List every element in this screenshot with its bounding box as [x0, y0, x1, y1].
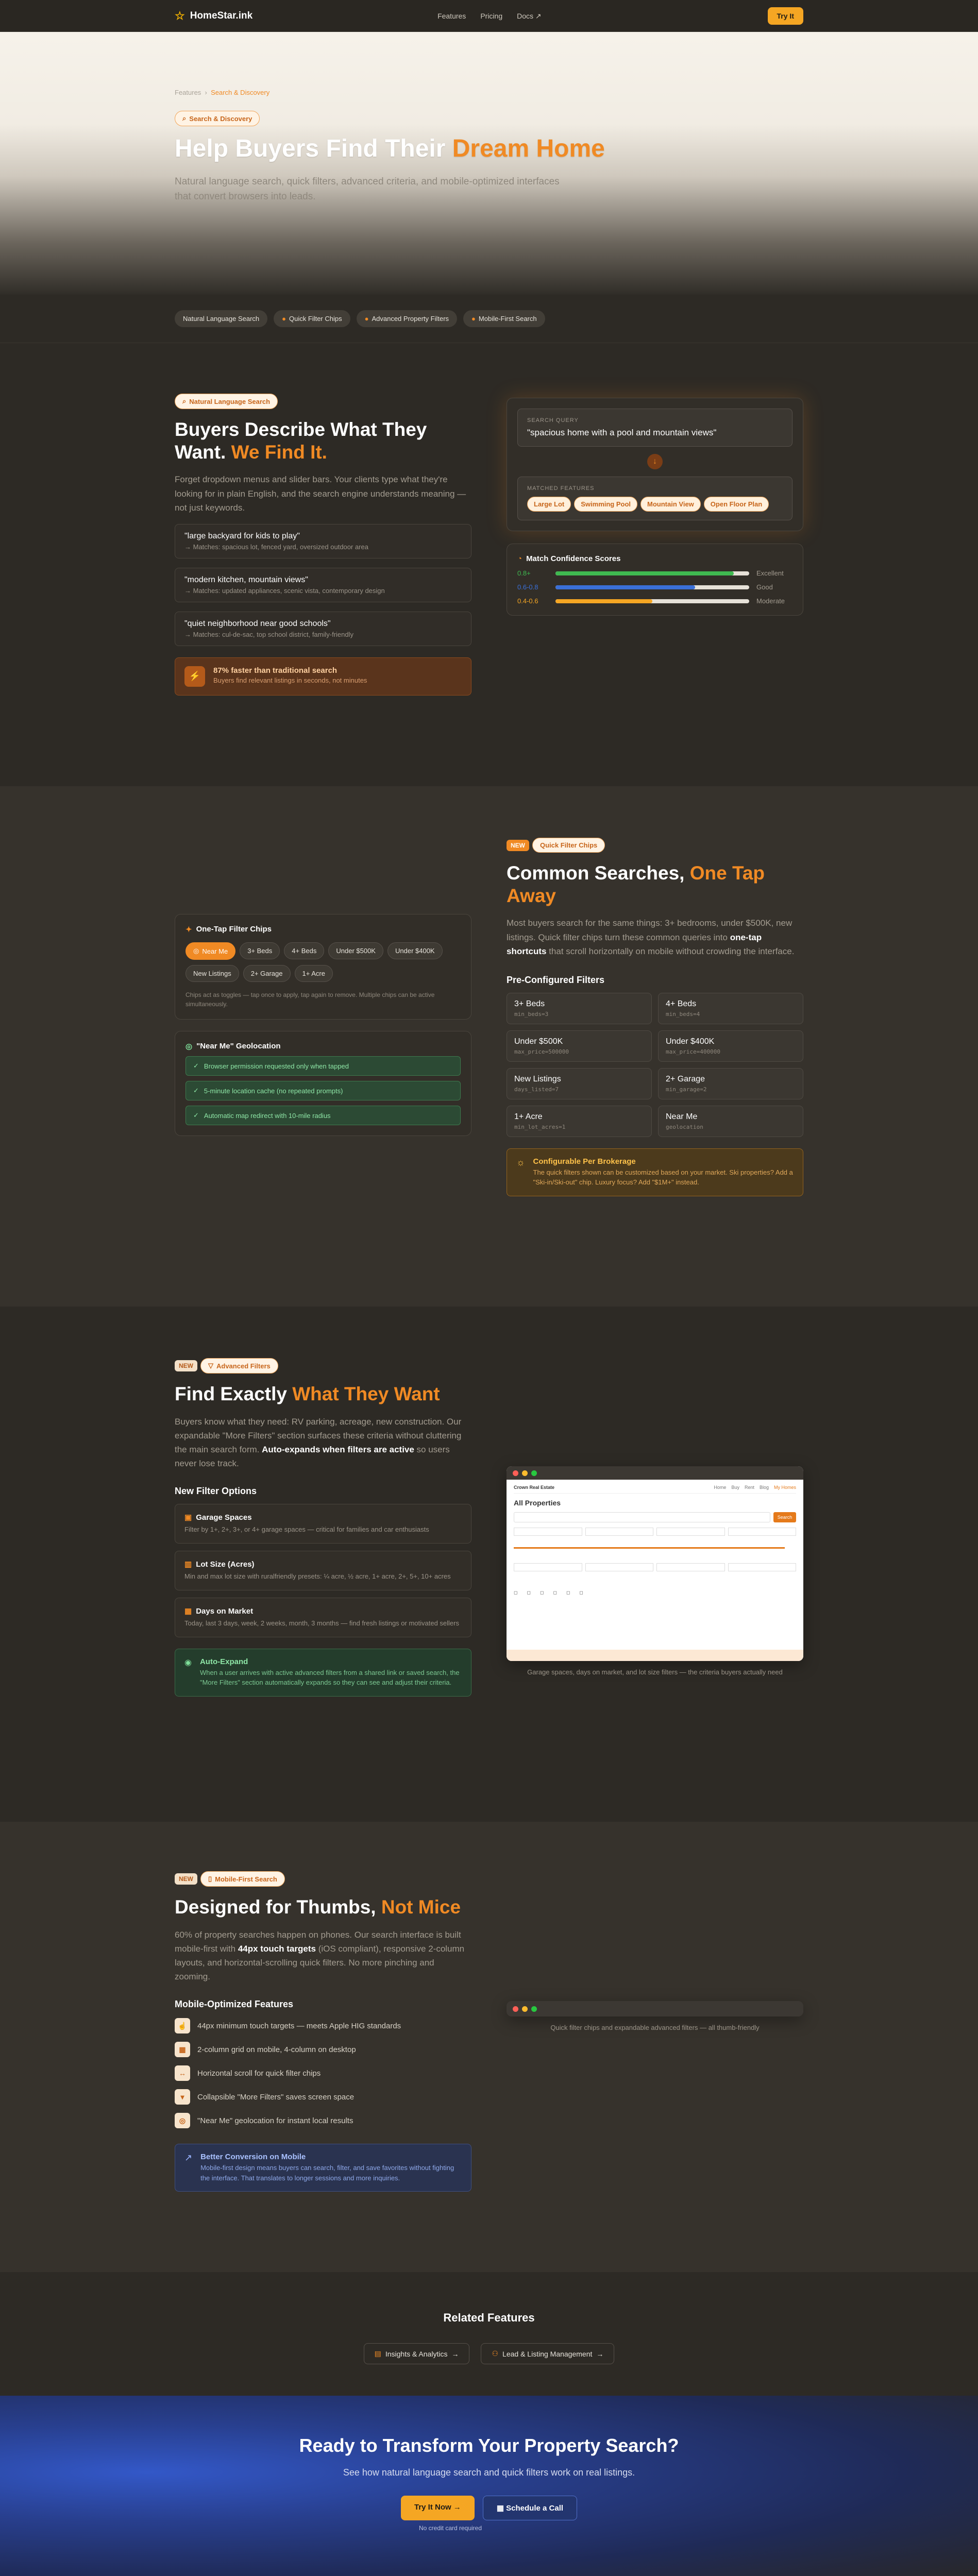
example-query: "large backyard for kids to play" → Matches: spacious lot, fenced yard, oversized outdoor area	[175, 524, 471, 558]
lightning-icon: ⚡	[184, 666, 205, 687]
mobile-screenshot	[507, 2001, 803, 2016]
mobile-lead: 60% of property searches happen on phones. Our search interface is built mobile-first with 44px touch targets (iOS compliant), responsive 2-column layouts, and horizontal-scrolling quick filters. No more pinching and zooming.	[175, 1929, 465, 1982]
ruler-icon: ▥	[184, 1560, 192, 1569]
window-zoom-dot	[531, 1470, 537, 1476]
score-bar-fill	[555, 585, 695, 589]
nls-pill: ⌕ Natural Language Search	[175, 394, 278, 409]
score-row-good: 0.6-0.8 Good	[517, 583, 773, 591]
tag-quick-filter[interactable]: ● Quick Filter Chips	[274, 310, 350, 327]
chip-under-400k[interactable]: Under $400K	[387, 942, 443, 959]
people-icon: ⚇	[492, 2349, 499, 2358]
filter-option-days-on-market: ▦ Days on Market Today, last 3 days, week, 2 weeks, month, 3 months — find fresh listings or motivated sellers	[175, 1598, 471, 1637]
window-close-dot	[513, 1470, 518, 1476]
window-zoom-dot	[531, 2006, 537, 2012]
tap-icon: ✦	[186, 925, 192, 934]
feature-chip: Open Floor Plan	[704, 497, 769, 512]
dot-icon: ●	[282, 315, 286, 323]
af-title: Find Exactly What They Want	[175, 1383, 440, 1404]
af-lead: Buyers know what they need: RV parking, acreage, new construction. Our expandable "More Filters" section surfaces these criteria without cluttering the main search form. Auto-expands when filters are active so users never lose track.	[175, 1416, 462, 1469]
auto-expand-callout: ◉ Auto-Expand When a user arrives with active advanced filters from a shared link or saved search, the "More Filters" section automatically expands so they can see and adjust their criteria.	[175, 1649, 471, 1697]
geolocation-card: ◎ "Near Me" Geolocation ✓ Browser permission requested only when tapped ✓ 5-minute location cache (no repeated prompts) ✓ Automatic map redirect with 10-mile radius	[175, 1031, 471, 1136]
chip-near-me[interactable]: ◎ Near Me	[186, 942, 235, 960]
feature-chip: Mountain View	[640, 497, 701, 512]
chip-2-garage[interactable]: 2+ Garage	[243, 965, 291, 982]
mobile-list-title: Mobile-Optimized Features	[175, 1999, 294, 2010]
check-icon: ✓	[193, 1062, 199, 1070]
mobile-feature-item: ◎ "Near Me" geolocation for instant local results	[175, 2113, 471, 2128]
score-row-moderate: 0.4-0.6 Moderate	[517, 597, 785, 605]
qf-lead: Most buyers search for the same things: 3+ bedrooms, under $500K, new listings. Quick filter chips turn these common queries into one-tap shortcuts that scroll horizontally on mobile without crowding the interface.	[507, 918, 795, 956]
mobile-caption: Quick filter chips and expandable advanced filters — all thumb-friendly	[550, 2024, 760, 2031]
score-bar-fill	[555, 599, 652, 603]
filter-icon: ▽	[208, 1362, 213, 1369]
chart-icon: ◔	[517, 554, 522, 563]
cta-subtitle: See how natural language search and quick filters work on real listings.	[343, 2467, 635, 2478]
mobile-pill: ▯ Mobile-First Search	[200, 1871, 285, 1887]
feature-tags	[0, 295, 978, 343]
no-credit-card-note: No credit card required	[418, 2524, 482, 2532]
preset-filter: Near Me geolocation	[658, 1106, 803, 1137]
brand-name: HomeStar.ink	[190, 10, 253, 21]
breadcrumb-current: Search & Discovery	[211, 89, 270, 96]
filter-chips-card: ✦ One-Tap Filter Chips ◎ Near Me 3+ Beds 4+ Beds Under $500K Under $400KNew Listings 2+ Garage 1+ Acre Chips act as toggles — tap once to apply, tap again to remove. Multiple chips can be active simultaneously.	[175, 914, 471, 1020]
preset-filter: 1+ Acre min_lot_acres=1	[507, 1106, 652, 1137]
screenshot-caption: Garage spaces, days on market, and lot size filters — the criteria buyers actually need	[527, 1668, 783, 1676]
chip-3-beds[interactable]: 3+ Beds	[240, 942, 280, 959]
arrow-right-icon: →	[596, 2349, 604, 2358]
breadcrumb-features[interactable]: Features	[175, 89, 201, 96]
configurable-callout: ☼ Configurable Per Brokerage The quick filters shown can be customized based on your market. Ski properties? Add a "Ski-in/Ski-out" chip. Luxury focus? Add "$1M+" instead.	[507, 1148, 803, 1196]
dot-icon: ●	[471, 315, 476, 323]
window-minimize-dot	[522, 2006, 528, 2012]
mobile-feature-item: ▦ 2-column grid on mobile, 4-column on desktop	[175, 2042, 471, 2057]
page-title: Help Buyers Find Their Dream Home	[175, 135, 605, 162]
tag-mobile-first[interactable]: ● Mobile-First Search	[463, 310, 545, 327]
mobile-section	[0, 1822, 978, 2272]
advanced-filters-screenshot: Crown Real Estate Home Buy Rent Blog My Homes All Properties Search ◻ ◻ ◻ ◻ ◻ ◻	[507, 1466, 803, 1661]
touch-icon: ☝	[175, 2018, 190, 2033]
lightbulb-icon: ☼	[516, 1157, 525, 1167]
preset-filter: 4+ Beds min_beds=4	[658, 993, 803, 1024]
mobile-title: Designed for Thumbs, Not Mice	[175, 1896, 461, 1918]
preconfigured-title: Pre-Configured Filters	[507, 974, 605, 985]
nls-lead: Forget dropdown menus and slider bars. Your clients type what they're looking for in plain English, and the search engine understands meaning — not just keywords.	[175, 474, 466, 513]
hero-subtitle: Natural language search, quick filters, advanced criteria, and mobile-optimized interfaces that convert browsers into leads.	[175, 176, 560, 202]
brand-logo[interactable]	[175, 9, 252, 23]
arrow-down-icon: ↓	[647, 454, 663, 469]
cta-section	[0, 2396, 978, 2576]
chip-new-listings[interactable]: New Listings	[186, 965, 239, 982]
af-pill: ▽ Advanced Filters	[200, 1358, 278, 1374]
qf-title: Common Searches, One Tap Away	[507, 862, 765, 906]
window-close-dot	[513, 2006, 518, 2012]
location-icon: ◎	[175, 2113, 190, 2128]
nav-features-link[interactable]: Features	[437, 11, 466, 20]
advanced-filters-section	[0, 1307, 978, 1822]
mobile-feature-item: ▾ Collapsible "More Filters" saves screen space	[175, 2089, 471, 2105]
mobile-feature-item: ☝ 44px minimum touch targets — meets Apple HIG standards	[175, 2018, 471, 2033]
arrow-right-icon: →	[451, 2349, 459, 2358]
matched-features-box: MATCHED FEATURES Large Lot Swimming Pool Mountain View Open Floor Plan	[517, 477, 792, 520]
mock-brand: Crown Real Estate	[514, 1485, 555, 1490]
mock-menu-item: Home	[714, 1485, 727, 1490]
geo-item: ✓ Browser permission requested only when tapped	[186, 1056, 461, 1076]
chart-icon: ▤	[374, 2349, 381, 2358]
preset-filter: Under $500K max_price=500000	[507, 1030, 652, 1062]
chip-under-500k[interactable]: Under $500K	[328, 942, 383, 959]
preset-filter: Under $400K max_price=400000	[658, 1030, 803, 1062]
speed-callout: ⚡ 87% faster than traditional search Buyers find relevant listings in seconds, not minutes	[175, 657, 471, 696]
calendar-icon: ▦	[496, 2504, 507, 2513]
check-icon: ✓	[193, 1111, 199, 1119]
trend-icon: ↗	[184, 2153, 193, 2163]
qf-pill: Quick Filter Chips	[532, 838, 605, 853]
related-insights-link[interactable]: ▤ Insights & Analytics →	[364, 2343, 470, 2364]
score-row-excellent: 0.8+ Excellent	[517, 569, 784, 577]
dot-icon: ●	[364, 315, 369, 323]
preconfigured-grid	[507, 993, 803, 1137]
score-bar-fill	[555, 571, 734, 575]
preset-filter: 3+ Beds min_beds=3	[507, 993, 652, 1024]
hero-section	[0, 32, 978, 295]
window-minimize-dot	[522, 1470, 528, 1476]
mock-search-button: Search	[773, 1512, 796, 1522]
nav-pricing-link[interactable]: Pricing	[480, 11, 503, 20]
related-lead-link[interactable]: ⚇ Lead & Listing Management →	[481, 2343, 614, 2364]
new-badge: NEW	[175, 1873, 197, 1885]
mock-page-title: All Properties	[514, 1499, 561, 1507]
filter-option-garage: ▣ Garage Spaces Filter by 1+, 2+, 3+, or 4+ garage spaces — critical for families and car enthusiasts	[175, 1504, 471, 1544]
search-icon: ⌕	[182, 114, 187, 122]
hero-pill: ⌕ Search & Discovery	[175, 111, 260, 126]
try-it-now-button[interactable]: Try It Now →	[401, 2496, 475, 2520]
car-icon: ▣	[184, 1513, 192, 1522]
top-nav	[0, 0, 978, 32]
search-query-text: "spacious home with a pool and mountain views"	[527, 428, 717, 437]
try-it-button[interactable]: Try It	[768, 7, 803, 25]
nav-docs-link[interactable]: Docs ↗	[517, 11, 542, 20]
nls-title: Buyers Describe What They Want. We Find It.	[175, 419, 427, 463]
cta-title: Ready to Transform Your Property Search?	[299, 2435, 679, 2456]
chip-4-beds[interactable]: 4+ Beds	[284, 942, 324, 959]
related-features	[0, 2272, 978, 2396]
confidence-scores-card: ◔ Match Confidence Scores 0.8+ Excellent 0.6-0.8 Good 0.4-0.6 Moderate	[507, 544, 803, 616]
filter-option-lot-size: ▥ Lot Size (Acres) Min and max lot size with ruralfriendly presets: ¼ acre, ½ acre, 1+ acre, 2+, 5+, 10+ acres	[175, 1551, 471, 1590]
conversion-callout: ↗ Better Conversion on Mobile Mobile-first design means buyers can search, filter, and save favorites without fighting the interface. That translates to longer sessions and more inquiries.	[175, 2144, 471, 2192]
breadcrumb: Features › Search & Discovery	[175, 89, 270, 96]
geo-item: ✓ 5-minute location cache (no repeated prompts)	[186, 1081, 461, 1100]
new-badge: NEW	[175, 1360, 197, 1371]
geo-item: ✓ Automatic map redirect with 10-mile radius	[186, 1106, 461, 1125]
preset-filter: New Listings days_listed=7	[507, 1068, 652, 1099]
example-query: "modern kitchen, mountain views" → Matches: updated appliances, scenic vista, contemporary design	[175, 568, 471, 602]
example-query: "quiet neighborhood near good schools" → Matches: cul-de-sac, top school district, family-friendly	[175, 612, 471, 646]
location-icon: ◎	[186, 1042, 193, 1051]
new-filters-title: New Filter Options	[175, 1486, 257, 1497]
tag-natural-language[interactable]: Natural Language Search	[175, 310, 267, 327]
chip-1-acre[interactable]: 1+ Acre	[295, 965, 333, 982]
mock-menu-item: Buy	[731, 1485, 739, 1490]
preset-filter: 2+ Garage min_garage=2	[658, 1068, 803, 1099]
mock-menu-item: Blog	[759, 1485, 769, 1490]
star-icon: ☆	[175, 9, 185, 22]
scroll-icon: ↔	[175, 2065, 190, 2081]
calendar-icon: ▦	[184, 1607, 192, 1616]
mock-menu-item: My Homes	[773, 1485, 796, 1490]
quick-filters-section	[0, 786, 978, 1307]
related-title: Related Features	[443, 2311, 535, 2324]
schedule-call-button[interactable]: ▦ Schedule a Call	[483, 2496, 577, 2520]
mobile-feature-item: ↔ Horizontal scroll for quick filter chips	[175, 2065, 471, 2081]
collapse-icon: ▾	[175, 2089, 190, 2105]
grid-icon: ▦	[175, 2042, 190, 2057]
feature-chip: Large Lot	[527, 497, 571, 512]
feature-chip: Swimming Pool	[574, 497, 637, 512]
nls-section	[0, 343, 978, 786]
mock-menu-item: Rent	[744, 1485, 754, 1490]
search-icon: ⌕	[182, 397, 187, 405]
eye-icon: ◉	[184, 1658, 192, 1667]
new-badge: NEW	[507, 840, 529, 851]
search-demo-card	[507, 398, 803, 531]
chips-note: Chips act as toggles — tap once to apply, tap again to remove. Multiple chips can be active simultaneously.	[186, 991, 435, 1008]
phone-icon: ▯	[208, 1875, 212, 1883]
search-query-box: SEARCH QUERY "spacious home with a pool and mountain views"	[517, 409, 792, 447]
location-icon: ◎	[193, 947, 199, 955]
tag-advanced-filters[interactable]: ● Advanced Property Filters	[357, 310, 457, 327]
check-icon: ✓	[193, 1087, 199, 1094]
